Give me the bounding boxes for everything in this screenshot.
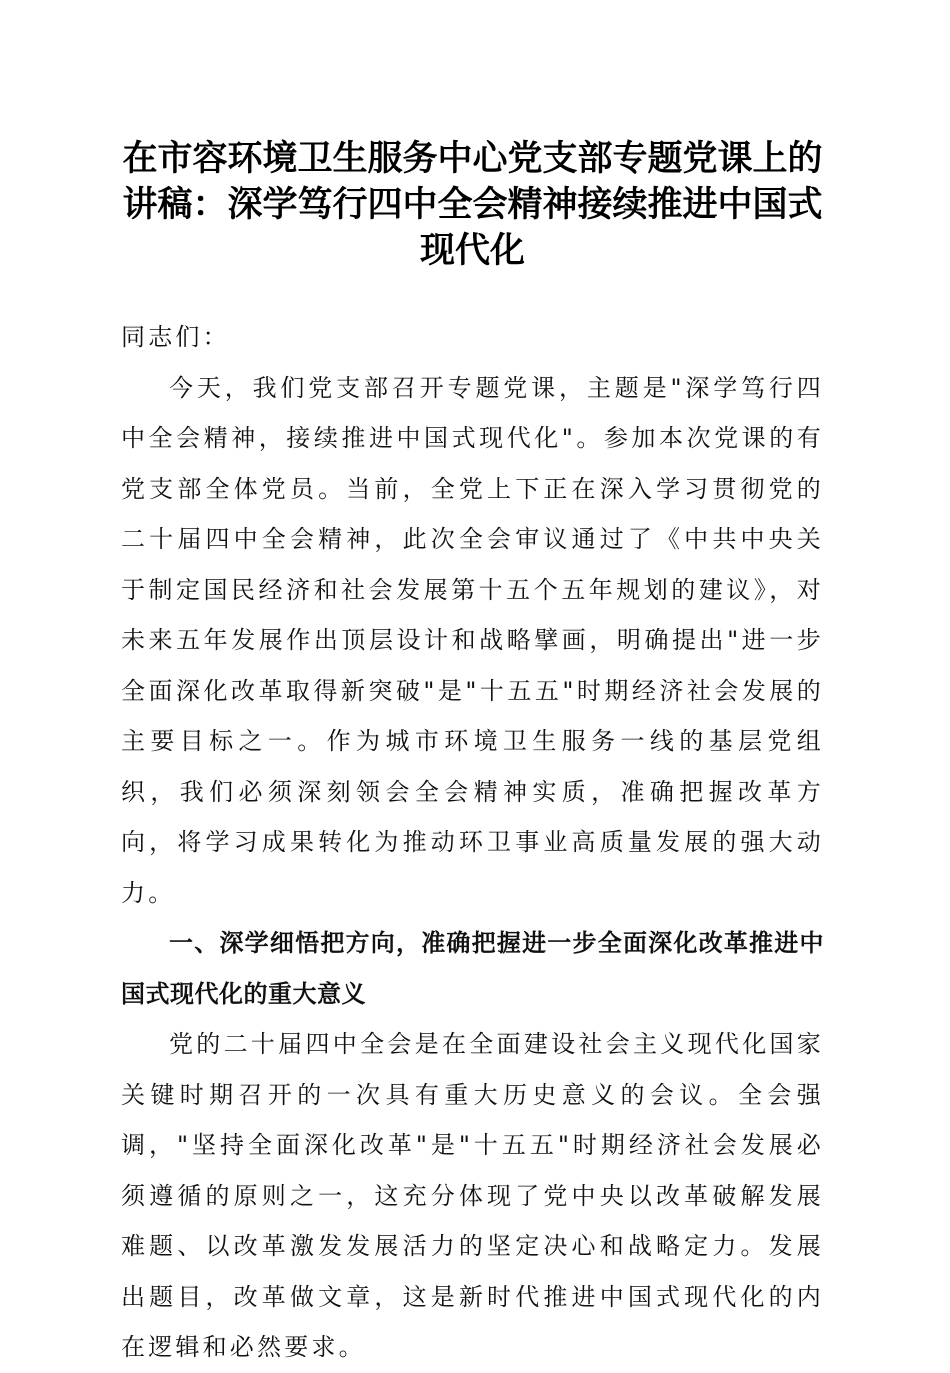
salutation: 同志们：: [121, 323, 230, 351]
section-heading-1: 一、深学细悟把方向，准确把握进一步全面深化改革推进中国式现代化的重大意义: [121, 929, 824, 1008]
document-page: [121, 136, 824, 1373]
intro-paragraph: 今天，我们党支部召开专题党课，主题是"深学笃行四中全会精神，接续推进中国式现代化"。参加本次党课的有党支部全体党员。当前，全党上下正在深入学习贯彻党的二十届四中全会精神，此次全会审议通过了《中共中央关于制定国民经济和社会发展第十五个五年规划的建议》，对未来五年发展作出顶层设计和战略擘画，明确提出"进一步全面深化改革取得新突破"是"十五五"时期经济社会发展的主要目标之一。作为城市环境卫生服务一线的基层党组织，我们必须深刻领会全会精神实质，准确把握改革方向，将学习成果转化为推动环卫事业高质量发展的强大动力。: [121, 373, 824, 907]
section-1-paragraph: 党的二十届四中全会是在全面建设社会主义现代化国家关键时期召开的一次具有重大历史意义的会议。全会强调，"坚持全面深化改革"是"十五五"时期经济社会发展必须遵循的原则之一，这充分体现了党中央以改革破解发展难题、以改革激发发展活力的坚定决心和战略定力。发展出题目，改革做文章，这是新时代推进中国式现代化的内在逻辑和必然要求。: [121, 1030, 824, 1361]
document-title: 在市容环境卫生服务中心党支部专题党课上的讲稿：深学笃行四中全会精神接续推进中国式现代化: [122, 138, 823, 271]
